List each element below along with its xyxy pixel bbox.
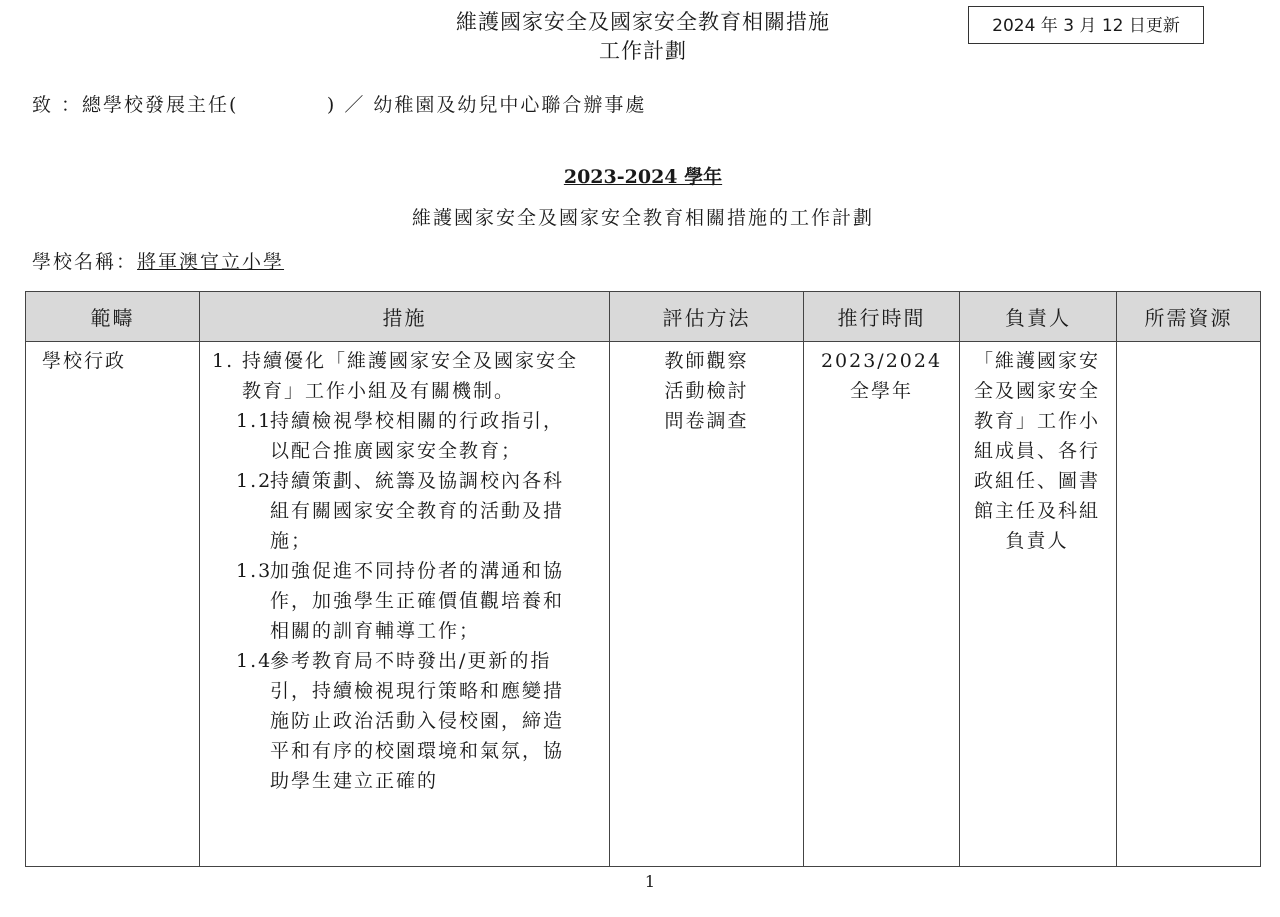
update-date-box: 2024 年 3 月 12 日更新 — [968, 6, 1204, 44]
sub-measure-number: 1.4 — [236, 650, 273, 672]
sub-measure-1-2 — [236, 466, 608, 556]
header-measures: 措施 — [200, 292, 610, 342]
header-period: 推行時間 — [804, 292, 960, 342]
work-plan-table — [25, 291, 1261, 867]
title-line-1: 維護國家安全及國家安全教育相關措施 — [456, 10, 830, 34]
sub-measure-1-3 — [236, 556, 608, 646]
page-number: 1 — [644, 872, 656, 891]
school-name: 將軍澳官立小學 — [137, 251, 285, 273]
table-header-row — [26, 292, 1261, 342]
evaluation-method: 問卷調查 — [664, 410, 749, 432]
sub-measure-1-1 — [236, 406, 608, 466]
cell-period — [804, 342, 960, 867]
evaluation-method: 教師觀察 — [664, 350, 749, 372]
plan-title: 維護國家安全及國家安全教育相關措施的工作計劃 — [411, 207, 874, 229]
recipient-line: 致 ：總學校發展主任( ) ／ 幼稚園及幼兒中心聯合辦事處 — [32, 94, 647, 116]
header-resources: 所需資源 — [1117, 292, 1261, 342]
header-responsible: 負責人 — [960, 292, 1117, 342]
sub-measure-1-4 — [236, 646, 608, 796]
cell-measures — [200, 342, 610, 867]
cell-resources — [1117, 342, 1261, 867]
evaluation-method: 活動檢討 — [664, 380, 749, 402]
measure-text: 持續優化「維護國家安全及國家安全教育」工作小組及有關機制。 — [242, 350, 579, 402]
title-line-2: 工作計劃 — [599, 39, 687, 63]
measure-item — [212, 346, 608, 406]
sub-measure-number: 1.3 — [236, 560, 273, 582]
cell-evaluation — [610, 342, 804, 867]
header-scope: 範疇 — [26, 292, 200, 342]
school-name-label: 學校名稱： — [32, 251, 138, 273]
sub-measure-text: 加強促進不同持份者的溝通和協作，加強學生正確價值觀培養和相關的訓育輔導工作； — [270, 560, 565, 642]
document-title — [360, 8, 926, 66]
school-year-heading: 2023-2024 學年 — [563, 166, 723, 188]
sub-measure-number: 1.2 — [236, 470, 273, 492]
measure-number: 1. — [212, 350, 235, 372]
cell-responsible: 「維護國家安全及國家安全教育」工作小組成員、各行政組任、圖書館主任及科組負責人 — [960, 342, 1117, 867]
school-name-line — [32, 247, 284, 274]
header-evaluation: 評估方法 — [610, 292, 804, 342]
period-term: 全學年 — [849, 380, 913, 402]
period-year: 2023/2024 — [820, 350, 943, 372]
sub-measure-text: 持續策劃、統籌及協調校內各科組有關國家安全教育的活動及措施； — [270, 470, 565, 552]
sub-measure-number: 1.1 — [236, 410, 273, 432]
sub-measure-text: 參考教育局不時發出/更新的指引，持續檢視現行策略和應變措施防止政治活動入侵校園，締造平和有序的校園環境和氣氛，協助學生建立正確的 — [270, 650, 565, 792]
table-row — [26, 342, 1261, 867]
cell-scope: 學校行政 — [26, 342, 200, 867]
sub-measure-text: 持續檢視學校相關的行政指引，以配合推廣國家安全教育； — [270, 410, 565, 462]
